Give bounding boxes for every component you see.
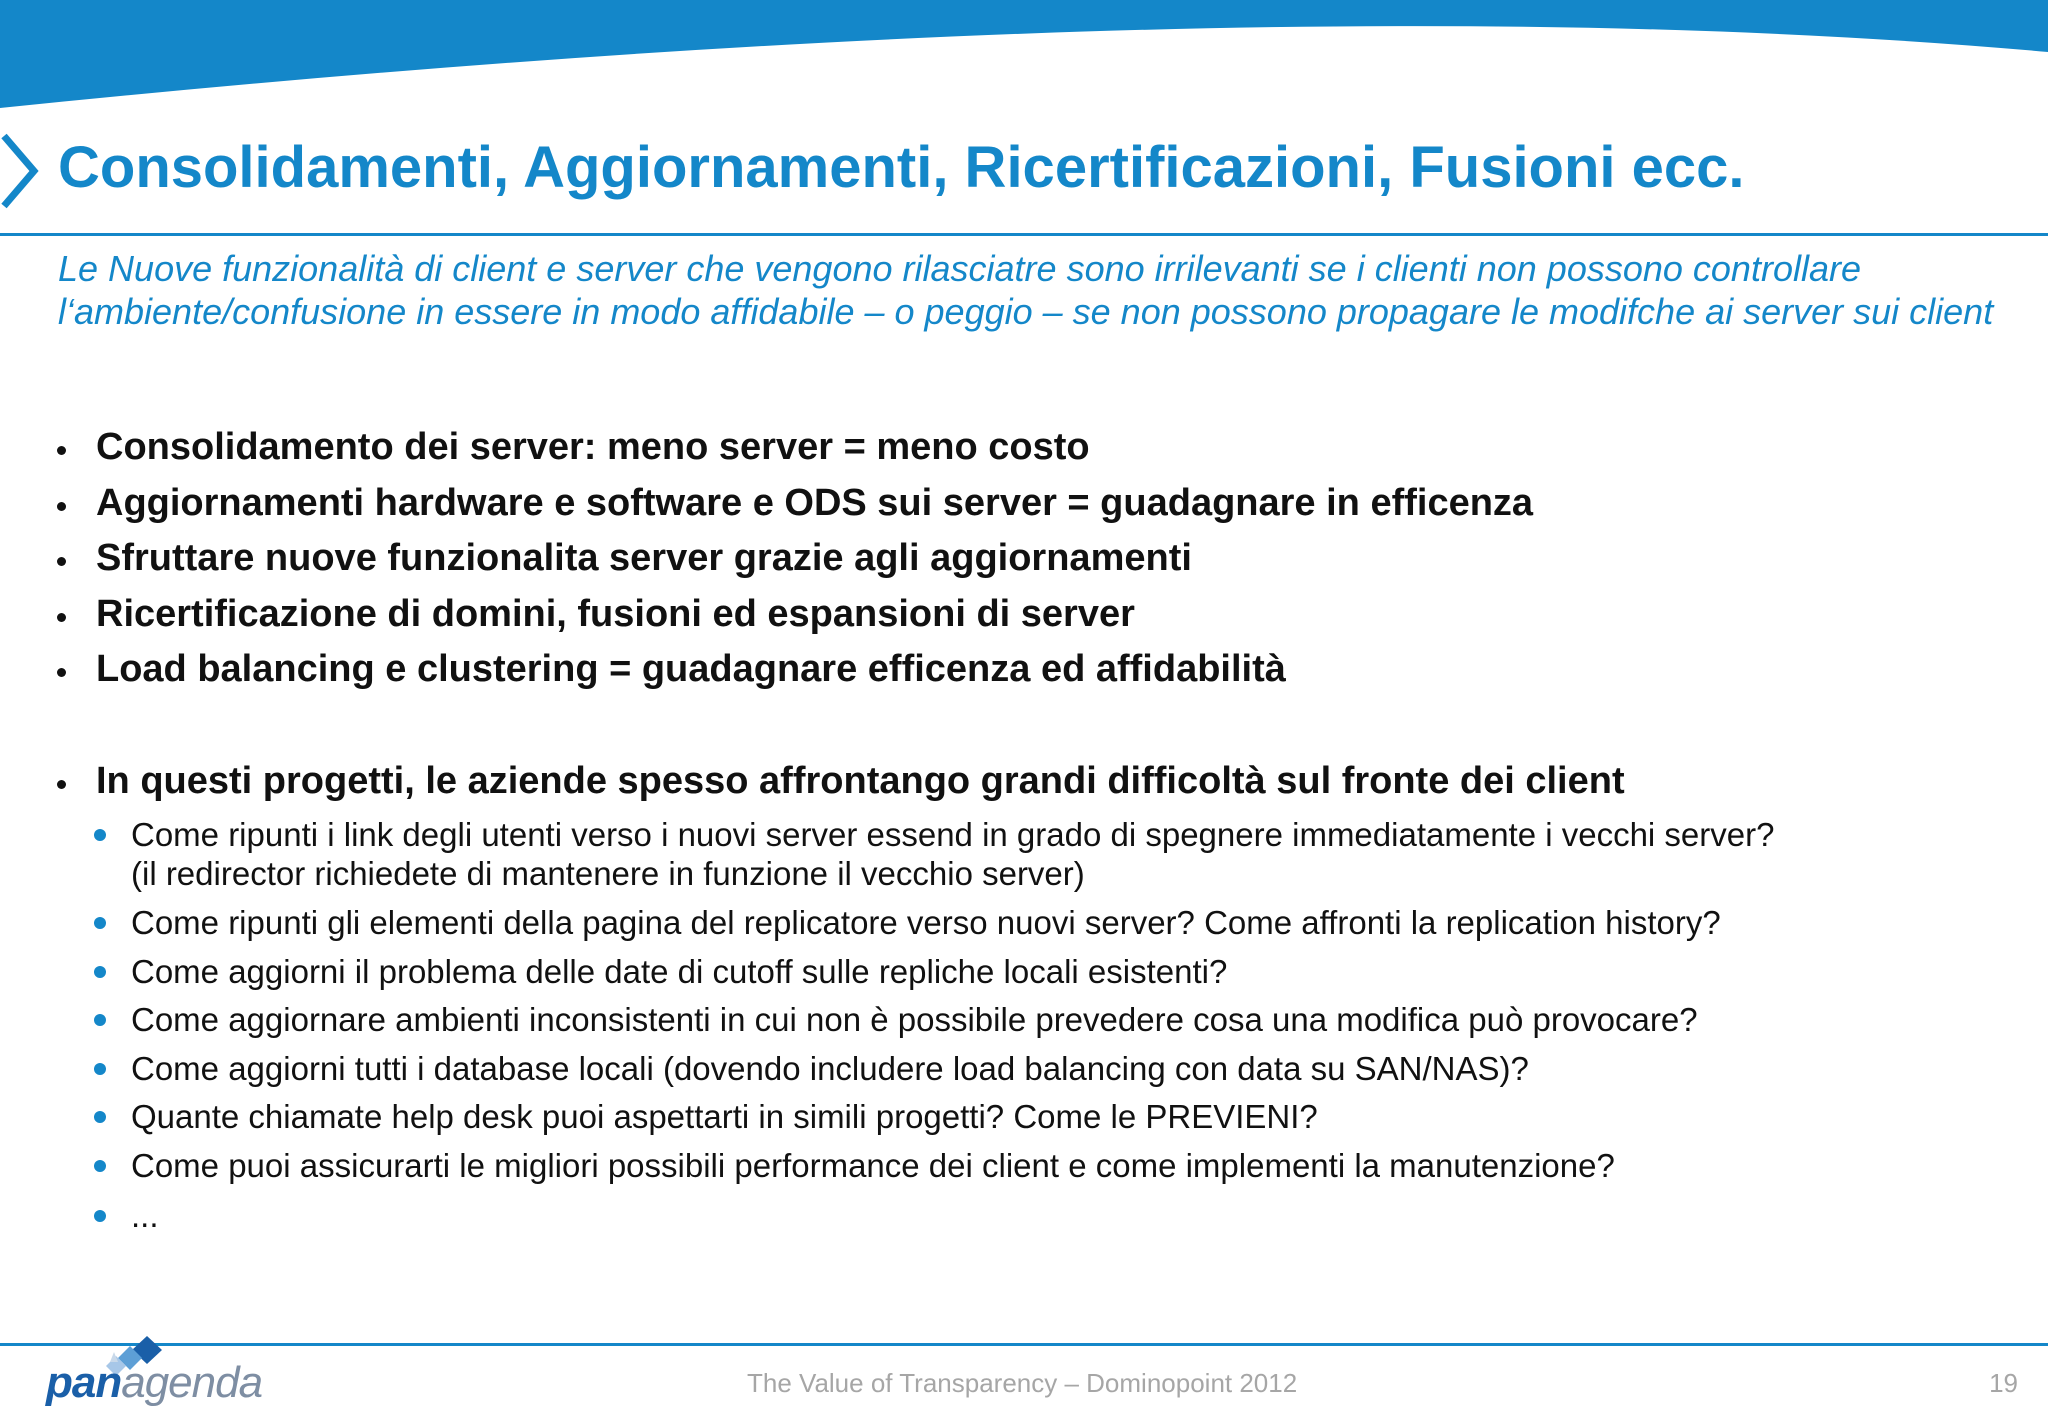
header-banner bbox=[0, 0, 2048, 130]
main-bullet: Consolidamento dei server: meno server = meno costo bbox=[96, 426, 1090, 468]
main-bullet: Load balancing e clustering = guadagnare efficenza ed affidabilità bbox=[96, 648, 1286, 690]
slide-subtitle: Le Nuove funzionalità di client e server che vengono rilasciatre sono irrilevanti se i clienti non possono controllare l‘ambiente/confusione in essere in modo affidabile – o peggio – se non possono propagare le modifche ai server sui client bbox=[58, 248, 1994, 332]
bullet-dot bbox=[57, 502, 66, 511]
main-bullet: Ricertificazione di domini, fusioni ed espansioni di server bbox=[96, 593, 1135, 635]
sub-bullet-continuation: (il redirector richiedete di mantenere in funzione il vecchio server) bbox=[131, 855, 1085, 892]
bullet-dot bbox=[57, 446, 66, 455]
sub-bullet: Come aggiornare ambienti inconsistenti in cui non è possibile prevedere cosa una modifica può provocare? bbox=[131, 1001, 1698, 1038]
sub-bullet-dot bbox=[94, 917, 106, 929]
sub-bullet: Come aggiorni il problema delle date di cutoff sulle repliche locali esistenti? bbox=[131, 953, 1228, 990]
sub-bullet: Quante chiamate help desk puoi aspettarti in simili progetti? Come le PREVIENI? bbox=[131, 1098, 1318, 1135]
page-number: 19 bbox=[1989, 1368, 2018, 1398]
panagenda-logo bbox=[46, 1358, 262, 1408]
chevron-right-icon bbox=[0, 130, 40, 212]
sub-bullet-dot bbox=[94, 966, 106, 978]
sub-bullet: ... bbox=[131, 1197, 159, 1234]
sub-bullet-dot bbox=[94, 1210, 106, 1222]
bullet-dot bbox=[57, 780, 66, 789]
sub-bullet-dot bbox=[94, 1160, 106, 1172]
bullet-dot bbox=[57, 613, 66, 622]
sub-bullet: Come ripunti gli elementi della pagina del replicatore verso nuovi server? Come affronti la replication history? bbox=[131, 904, 1721, 941]
footer-divider bbox=[0, 1343, 2048, 1346]
sub-bullet-dot bbox=[94, 829, 106, 841]
main-bullet: Sfruttare nuove funzionalita server grazie agli aggiornamenti bbox=[96, 537, 1192, 579]
sub-bullet: Come aggiorni tutti i database locali (dovendo includere load balancing con data su SAN/NAS)? bbox=[131, 1050, 1529, 1087]
sub-bullet-dot bbox=[94, 1014, 106, 1026]
bullet-dot bbox=[57, 557, 66, 566]
footer-caption: The Value of Transparency – Dominopoint 2012 bbox=[747, 1368, 1298, 1398]
bullet-dot bbox=[57, 668, 66, 677]
sub-bullet-dot bbox=[94, 1111, 106, 1123]
logo-agenda-text: agenda bbox=[121, 1358, 263, 1407]
sub-bullet-dot bbox=[94, 1063, 106, 1075]
sub-bullet: Come puoi assicurarti le migliori possibili performance dei client e come implementi la manutenzione? bbox=[131, 1147, 1615, 1184]
sub-bullet: Come ripunti i link degli utenti verso i nuovi server essend in grado di spegnere immediatamente i vecchi server? bbox=[131, 816, 1775, 853]
slide-title: Consolidamenti, Aggiornamenti, Ricertificazioni, Fusioni ecc. bbox=[58, 135, 1745, 200]
main-bullet: Aggiornamenti hardware e software e ODS sui server = guadagnare in efficenza bbox=[96, 482, 1534, 524]
main-bullet: In questi progetti, le aziende spesso affrontango grandi difficoltà sul fronte dei client bbox=[96, 760, 1625, 802]
logo-pan-text: pan bbox=[46, 1358, 122, 1407]
title-divider bbox=[0, 233, 2048, 236]
